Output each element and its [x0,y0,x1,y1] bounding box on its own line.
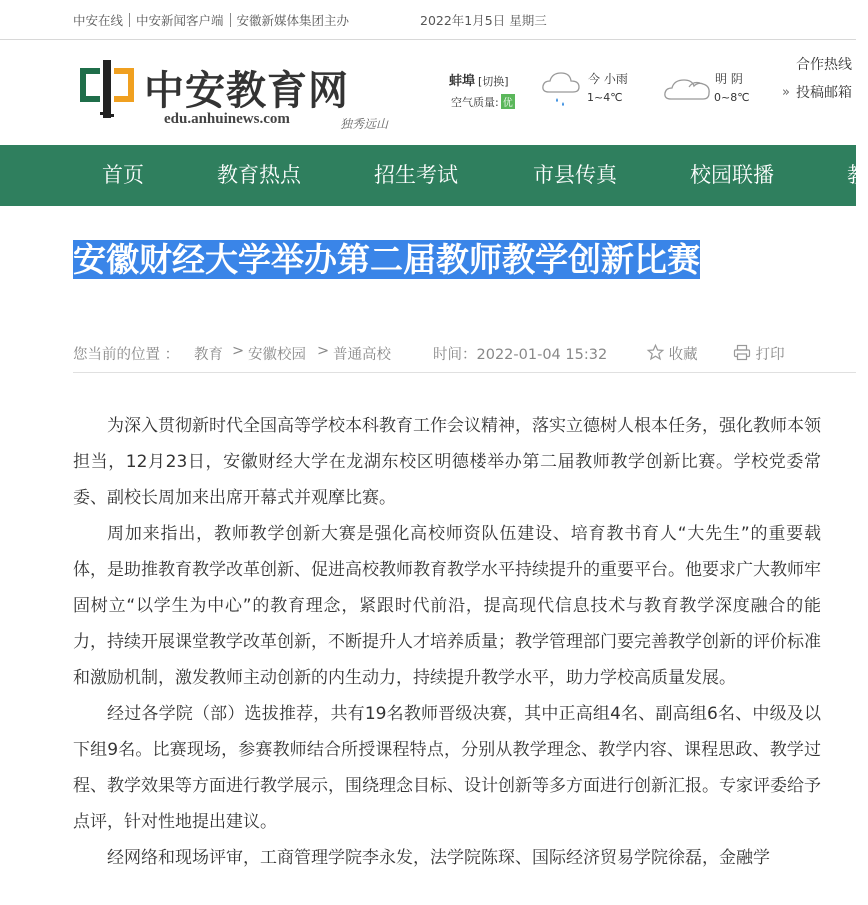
air-quality-badge: 优 [501,94,515,109]
breadcrumb-education[interactable]: 教育 [194,347,223,363]
air-quality-label: 空气质量: [451,96,499,109]
today-label: 今 [588,72,601,86]
weather-city [449,70,509,89]
print-label: 打印 [755,347,785,363]
weather-tomorrow [715,70,743,87]
site-header [0,40,856,145]
tomorrow-condition: 阴 [730,72,743,86]
article-paragraph: 周加来指出，教师教学创新大赛是强化高校师资队伍建设、培育教书育人“大先生”的重要载体，是助推教育教学改革创新、促进高校教师教育教学水平持续提升的重要平台。他要求广大教师牢固树立“以学生为中心”的教育理念，紧跟时代前沿，提高现代信息技术与教育教学深度融合的能力，持续开展课堂教学改革创新，不断提升人才培养质量；教学管理部门要完善教学创新的评价标准和激励机制，激发教师主动创新的内生动力，持续提升教学水平，助力学校高质量发展。 [73,524,821,688]
breadcrumb-separator: > [232,343,245,359]
breadcrumb-separator: > [317,343,330,359]
rain-cloud-icon [540,68,582,110]
air-quality [451,94,515,110]
nav-more[interactable]: 教 [847,163,868,187]
today-condition: 小雨 [603,72,628,86]
article-paragraph: 经过各学院（部）选拔推荐，共有19名教师晋级决赛，其中正高组4名、副高组6名、中级及以下组9名。比赛现场，参赛教师结合所授课程特点，分别从教学理念、教学内容、课程思政、教学过程、教学效果等方面进行教学展示，围绕理念目标、设计创新等多方面进行创新汇报。专家评委给予点评，针对性地提出建议。 [73,704,821,832]
breadcrumb-universities[interactable]: 普通高校 [333,347,391,363]
nav-campus[interactable]: 校园联播 [690,163,774,187]
nav-home[interactable]: 首页 [102,163,144,187]
top-link-news-client[interactable]: 中安新闻客户端 [136,13,224,28]
favorite-label: 收藏 [668,347,698,363]
weather-widget [449,68,749,118]
top-link-media-group[interactable]: 安徽新媒体集团主办 [236,13,350,28]
hotline: 合作热线 [796,57,852,73]
site-logo[interactable] [78,55,408,135]
printer-icon [733,344,751,361]
article-paragraph: 经网络和现场评审，工商管理学院李永发，法学院陈琛、国际经济贸易学院徐磊，金融学 [107,848,770,868]
top-bar [0,0,856,40]
nav-admissions[interactable]: 招生考试 [374,163,458,187]
divider [129,13,130,27]
article-title-text: 安徽财经大学举办第二届教师教学创新比赛 [73,240,700,279]
tomorrow-label: 明 [715,72,728,86]
article-title [73,238,700,282]
publish-time [433,343,607,364]
article-meta [73,343,856,367]
star-icon [647,344,664,361]
favorite-button[interactable] [647,343,698,364]
breadcrumb-label: 您当前的位置 ： [73,347,180,363]
submission-email-link[interactable] [782,83,852,111]
tomorrow-temp: 0~8℃ [714,91,750,104]
logo-signature: 独秀远山 [340,117,389,131]
meta-divider [73,372,856,373]
top-link-zhongan-online[interactable]: 中安在线 [73,13,124,28]
nav-education-hot[interactable]: 教育热点 [217,163,301,187]
logo-title: 中安教育网 [144,67,349,114]
top-links [73,11,349,29]
article-body [73,408,821,876]
current-date: 2022年1月5日 星期三 [420,13,547,28]
cloudy-icon [663,73,713,103]
city-name: 蚌埠 [449,74,476,89]
time-value: 2022-01-04 15:32 [476,347,608,363]
email-label: 投稿邮箱 [796,85,852,101]
logo-domain: edu.anhuinews.com [164,111,290,127]
city-switch-link[interactable]: [切换] [478,75,509,88]
divider [230,13,231,27]
print-button[interactable] [733,343,785,364]
logo-mark-icon [78,60,136,120]
weather-today [588,70,628,87]
today-temp: 1~4℃ [587,91,623,104]
breadcrumb-anhui-campus[interactable]: 安徽校园 [248,347,306,363]
main-nav [0,145,868,206]
double-chevron-icon: » [782,85,790,100]
article-paragraph: 为深入贯彻新时代全国高等学校本科教育工作会议精神，落实立德树人根本任务，强化教师本领担当，12月23日，安徽财经大学在龙湖东校区明德楼举办第二届教师教学创新比赛。学校党委常委、副校长周加来出席开幕式并观摩比赛。 [73,416,821,508]
contact-block [782,55,852,111]
time-label: 时间： [433,347,477,363]
nav-county-news[interactable]: 市县传真 [533,163,617,187]
